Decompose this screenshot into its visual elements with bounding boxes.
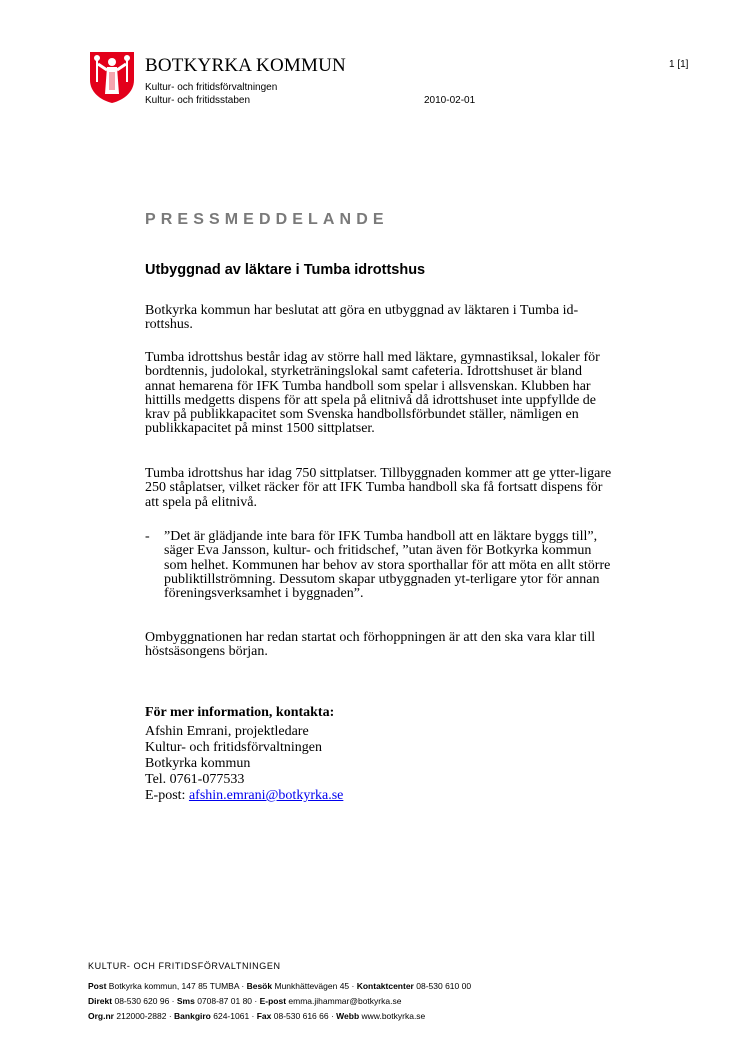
footer-direct-value: 08-530 620 96 bbox=[114, 996, 170, 1006]
footer-orgnr-value: 212000-2882 bbox=[116, 1011, 167, 1021]
org-name: BOTKYRKA KOMMUN bbox=[145, 55, 346, 76]
footer-sms-label: Sms bbox=[176, 996, 195, 1006]
footer-bankgiro-value: 624-1061 bbox=[213, 1011, 250, 1021]
paragraph-status: Ombyggnationen har redan startat och förhoppningen är att den ska vara klar till höstsäsongens början. bbox=[145, 630, 596, 660]
botkyrka-coat-of-arms-icon bbox=[88, 50, 136, 104]
footer-post-value: Botkyrka kommun, 147 85 TUMBA bbox=[108, 981, 240, 991]
page-number: 1 [1] bbox=[669, 59, 689, 70]
department-line: Kultur- och fritidsförvaltningen bbox=[145, 82, 278, 93]
contact-phone: Tel. 0761-077533 bbox=[145, 772, 245, 787]
footer-orgnr-label: Org.nr bbox=[88, 1011, 114, 1021]
document-date: 2010-02-01 bbox=[424, 95, 476, 106]
footer-visit-label: Besök bbox=[246, 981, 273, 991]
contact-heading: För mer information, kontakta: bbox=[145, 705, 335, 720]
footer-center-label: Kontaktcenter bbox=[356, 981, 414, 991]
footer-fax-value: 08-530 616 66 bbox=[273, 1011, 329, 1021]
footer-web-label: Webb bbox=[336, 1011, 360, 1021]
footer-bankgiro-label: Bankgiro bbox=[174, 1011, 211, 1021]
footer-line-2: Direkt 08-530 620 96 · Sms 0708-87 01 80 · E-post emma.jihammar@botkyrka.se bbox=[88, 996, 402, 1006]
contact-email-link[interactable]: afshin.emrani@botkyrka.se bbox=[188, 788, 344, 803]
headline: Utbyggnad av läktare i Tumba idrottshus bbox=[145, 262, 426, 278]
footer-title: KULTUR- OCH FRITIDSFÖRVALTNINGEN bbox=[88, 961, 281, 971]
footer-line-3: Org.nr 212000-2882 · Bankgiro 624-1061 · Fax 08-530 616 66 · Webb www.botkyrka.se bbox=[88, 1011, 426, 1021]
footer-web-value: www.botkyrka.se bbox=[361, 1011, 426, 1021]
paragraph-capacity: Tumba idrottshus har idag 750 sittplatser. Tillbyggnaden kommer att ge ytter-ligare 250 ståplatser, vilket räcker för att IFK Tumba handboll ska få fortsatt dispens för att spela på elitnivå. bbox=[145, 466, 612, 510]
footer-direct-label: Direkt bbox=[88, 996, 113, 1006]
quote-paragraph: ”Det är glädjande inte bara för IFK Tumba handboll att en läktare byggs till”, säger Eva Jansson, kultur- och fritidschef, ”utan även för Botkyrka kommun som helhet. Kommunen har behov av stora sporthallar för att möta en allt större publiktillströmning. Dessutom skapar utbyggnaden yt-terligare ytor för annan föreningsverksamhet i byggnaden”. bbox=[164, 529, 611, 602]
paragraph-intro: Botkyrka kommun har beslutat att göra en utbyggnad av läktaren i Tumba id-rottshus. bbox=[145, 303, 579, 333]
contact-email-line bbox=[145, 789, 343, 803]
footer-post-label: Post bbox=[88, 981, 107, 991]
footer-sms-value: 0708-87 01 80 bbox=[197, 996, 253, 1006]
contact-org: Botkyrka kommun bbox=[145, 756, 251, 771]
footer-line-1: Post Botkyrka kommun, 147 85 TUMBA · Besök Munkhättevägen 45 · Kontaktcenter 08-530 610 00 bbox=[88, 981, 472, 991]
contact-name: Afshin Emrani, projektledare bbox=[145, 724, 309, 739]
contact-email-label: E-post: bbox=[145, 788, 186, 803]
staff-line: Kultur- och fritidsstaben bbox=[145, 95, 251, 106]
document-type-heading: PRESSMEDDELANDE bbox=[145, 211, 389, 228]
footer-visit-value: Munkhättevägen 45 bbox=[274, 981, 350, 991]
footer-email-value: emma.jihammar@botkyrka.se bbox=[288, 996, 402, 1006]
paragraph-background: Tumba idrottshus består idag av större hall med läktare, gymnastiksal, lokaler för bordtennis, judolokal, styrketräningslokal samt cafeteria. Idrottshuset är bland annat hemarena för IFK Tumba handboll som spelar i allsvenskan. Klubben har hittills medgetts dispens för att spela på elitnivå då idrottshuset inte uppfyllde de krav på publikkapacitet som Svenska handbollsförbundet ställer, nämligen en publikkapacitet på minst 1500 sittplatser. bbox=[145, 350, 600, 437]
footer-fax-label: Fax bbox=[256, 1011, 272, 1021]
footer-center-value: 08-530 610 00 bbox=[416, 981, 472, 991]
contact-department: Kultur- och fritidsförvaltningen bbox=[145, 740, 323, 755]
quote-bullet: - bbox=[145, 529, 150, 544]
footer-email-label: E-post bbox=[259, 996, 287, 1006]
